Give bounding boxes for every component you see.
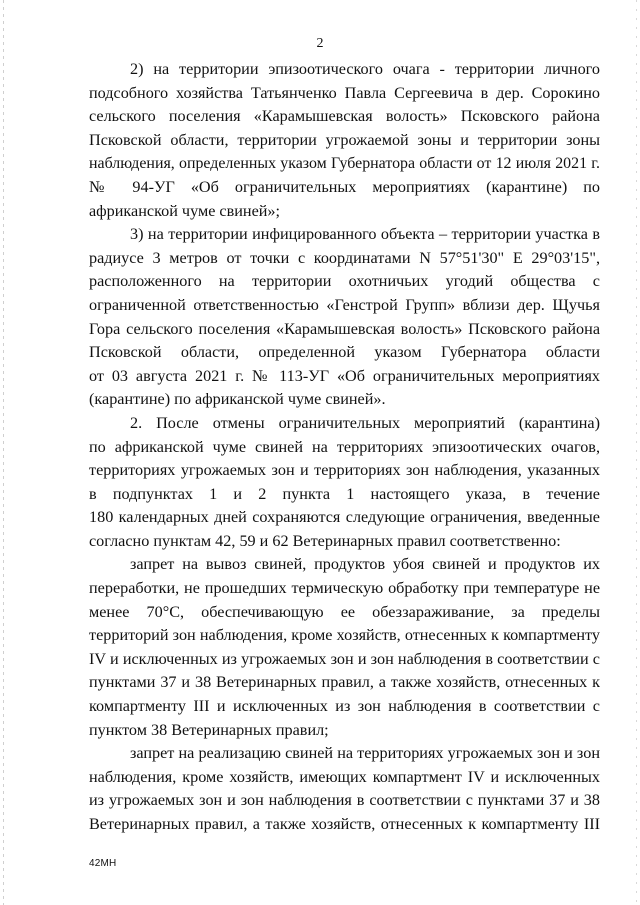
- text-line: № 94-УГ «Об ограничительных мероприятиях (карантине) по: [89, 177, 600, 196]
- text-line: запрет на вывоз свиней, продуктов убоя свиней и продуктов их: [130, 555, 600, 574]
- text-line: подсобного хозяйства Татьянченко Павла Сергеевича в дер. Сорокино: [89, 83, 600, 102]
- text-line: (карантине) по африканской чуме свиней».: [89, 390, 386, 409]
- text-line: Гора сельского поселения «Карамышевская волость» Псковского района: [89, 319, 600, 338]
- text-line: наблюдения, определенных указом Губернатора области от 12 июля 2021 г.: [89, 155, 600, 173]
- text-line: 3) на территории инфицированного объекта – территории участка в: [130, 225, 600, 244]
- text-line: Псковской области, территории угрожаемой зоны и территории зоны: [89, 130, 600, 149]
- text-line: из угрожаемых зон и зон наблюдения в соответствии с пунктами 37 и 38: [89, 791, 600, 810]
- text-line: территориях угрожаемых зон и территориях зон наблюдения, указанных: [89, 461, 600, 480]
- text-line: IV и исключенных из угрожаемых зон и зон наблюдения в соответствии с: [89, 649, 600, 668]
- text-line: ограниченной ответственностью «Генстрой Групп» вблизи дер. Щучья: [89, 295, 600, 314]
- text-line: сельского поселения «Карамышевская волость» Псковского района: [89, 107, 600, 126]
- text-line: переработки, не прошедших термическую обработку при температуре не: [89, 579, 600, 598]
- text-line: менее 70°С, обеспечивающую ее обеззараживание, за пределы: [89, 602, 600, 621]
- text-line: компартменту III и исключенных из зон наблюдения в соответствии с: [89, 697, 600, 716]
- text-line: пунктом 38 Ветеринарных правил;: [89, 720, 329, 739]
- text-line: расположенного на территории охотничьих угодий общества с: [89, 272, 600, 291]
- text-line: радиусе 3 метров от точки с координатами N 57°51'30" E 29°03'15",: [89, 248, 600, 267]
- text-line: от 03 августа 2021 г. № 113-УГ «Об ограничительных мероприятиях: [89, 366, 600, 385]
- text-line: территорий зон наблюдения, кроме хозяйств, отнесенных к компартменту: [89, 626, 600, 645]
- text-line: по африканской чуме свиней на территориях эпизоотических очагов,: [89, 437, 600, 456]
- text-line: Ветеринарных правил, а также хозяйств, отнесенных к компартменту III: [89, 815, 600, 833]
- text-line: 2) на территории эпизоотического очага - территории личного: [130, 60, 600, 78]
- text-line: запрет на реализацию свиней на территориях угрожаемых зон и зон: [130, 744, 600, 763]
- text-line: африканской чуме свиней»;: [89, 201, 281, 220]
- text-line: 2. После отмены ограничительных мероприятий (карантина): [130, 413, 600, 432]
- text-line: в подпунктах 1 и 2 пункта 1 настоящего указа, в течение: [89, 484, 600, 503]
- text-line: 180 календарных дней сохраняются следующие ограничения, введенные: [89, 508, 600, 527]
- page-number: 2: [316, 36, 324, 51]
- text-line: Псковской области, определенной указом Губернатора области: [89, 343, 600, 362]
- scan-right-edge: [636, 0, 637, 905]
- text-line: пунктами 37 и 38 Ветеринарных правил, а также хозяйств, отнесенных к: [89, 673, 600, 692]
- scan-left-edge: [3, 0, 4, 905]
- text-line: согласно пунктам 42, 59 и 62 Ветеринарных правил соответственно:: [89, 531, 561, 550]
- footer-code: 42МН: [89, 858, 117, 869]
- document-body: [89, 58, 600, 837]
- text-line: наблюдения, кроме хозяйств, имеющих компартмент IV и исключенных: [89, 767, 600, 786]
